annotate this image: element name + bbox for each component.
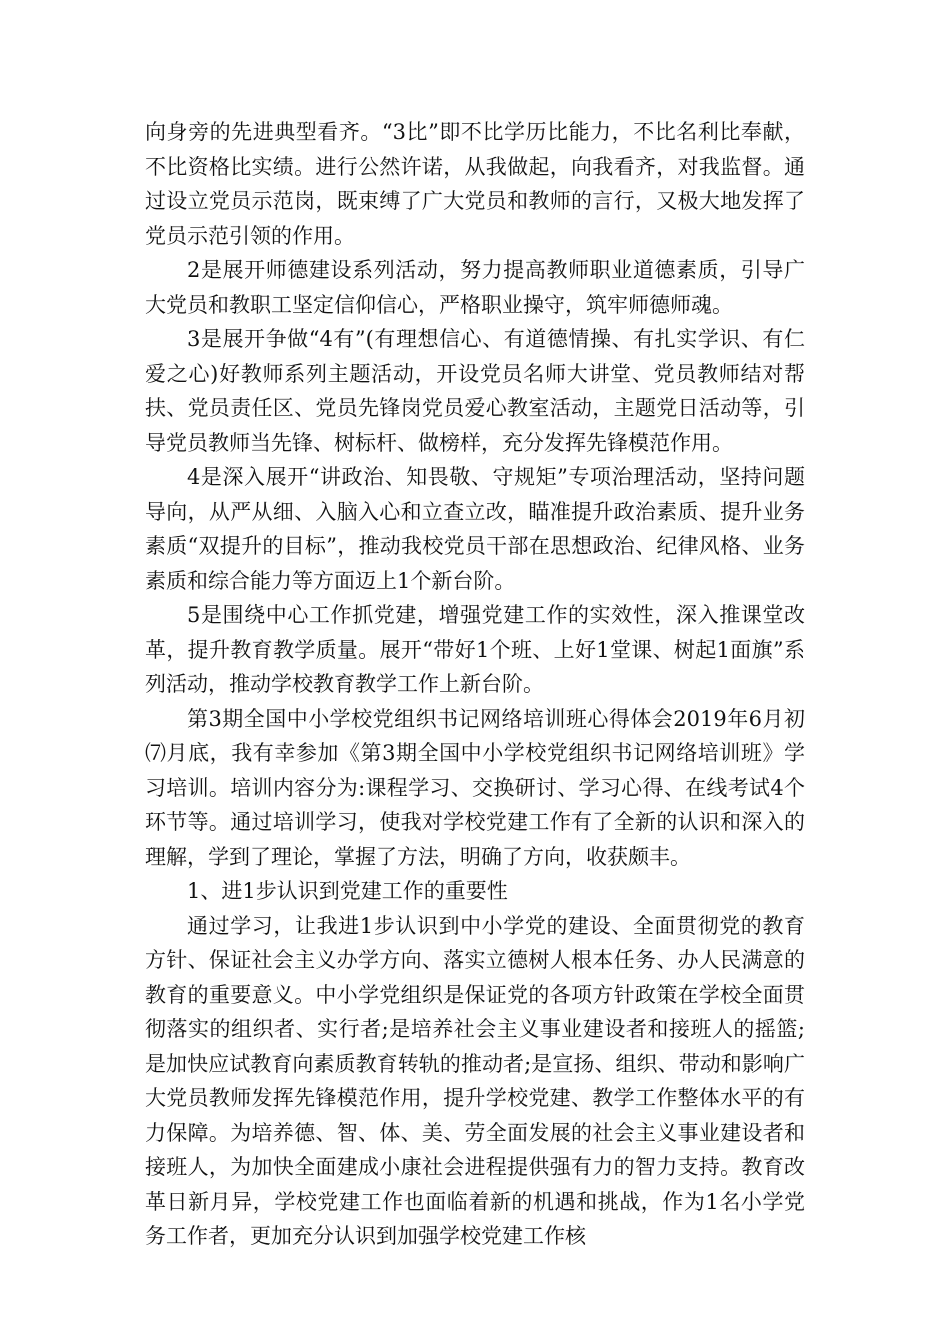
document-body	[145, 115, 805, 1254]
paragraph-continuation: 向身旁的先进典型看齐。“3比”即不比学历比能力，不比名利比奉献，不比资格比实绩。进行公然许诺，从我做起，向我看齐，对我监督。通过设立党员示范岗，既束缚了广大党员和教师的言行，又极大地发挥了党员示范引领的作用。	[145, 120, 805, 248]
paragraph-section-1-body: 通过学习，让我进1步认识到中小学党的建设、全面贯彻党的教育方针、保证社会主义办学方向、落实立德树人根本任务、办人民满意的教育的重要意义。中小学党组织是保证党的各项方针政策在学校全面贯彻落实的组织者、实行者;是培养社会主义事业建设者和接班人的摇篮;是加快应试教育向素质教育转轨的推动者;是宣扬、组织、带动和影响广大党员教师发挥先锋模范作用，提升学校党建、教学工作整体水平的有力保障。为培养德、智、体、美、劳全面发展的社会主义事业建设者和接班人，为加快全面建成小康社会进程提供强有力的智力支持。教育改革日新月异，学校党建工作也面临着新的机遇和挑战，作为1名小学党务工作者，更加充分认识到加强学校党建工作核	[145, 913, 805, 1248]
paragraph-item-5: 5是围绕中心工作抓党建，增强党建工作的实效性，深入推课堂改革，提升教育教学质量。展开“带好1个班、上好1堂课、树起1面旗”系列活动，推动学校教育教学工作上新台阶。	[145, 603, 805, 696]
section-heading-1: 1、进1步认识到党建工作的重要性	[187, 879, 508, 903]
paragraph-item-2: 2是展开师德建设系列活动，努力提高教师职业道德素质，引导广大党员和教职工坚定信仰信心，严格职业操守，筑牢师德师魂。	[145, 258, 805, 317]
paragraph-item-3: 3是展开争做“4有”(有理想信心、有道德情操、有扎实学识、有仁爱之心)好教师系列主题活动，开设党员名师大讲堂、党员教师结对帮扶、党员责任区、党员先锋岗党员爱心教室活动，主题党日活动等，引导党员教师当先锋、树标杆、做榜样，充分发挥先锋模范作用。	[145, 327, 805, 455]
paragraph-item-4: 4是深入展开“讲政治、知畏敬、守规矩”专项治理活动，坚持问题导向，从严从细、入脑入心和立查立改，瞄准提升政治素质、提升业务素质“双提升的目标”，推动我校党员干部在思想政治、纪律风格、业务素质和综合能力等方面迈上1个新台阶。	[145, 465, 805, 593]
paragraph-training-intro: 第3期全国中小学校党组织书记网络培训班心得体会2019年6月初⑺月底，我有幸参加《第3期全国中小学校党组织书记网络培训班》学习培训。培训内容分为:课程学习、交换研讨、学习心得、在线考试4个环节等。通过培训学习，使我对学校党建工作有了全新的认识和深入的理解，学到了理论，掌握了方法，明确了方向，收获颇丰。	[145, 706, 805, 869]
